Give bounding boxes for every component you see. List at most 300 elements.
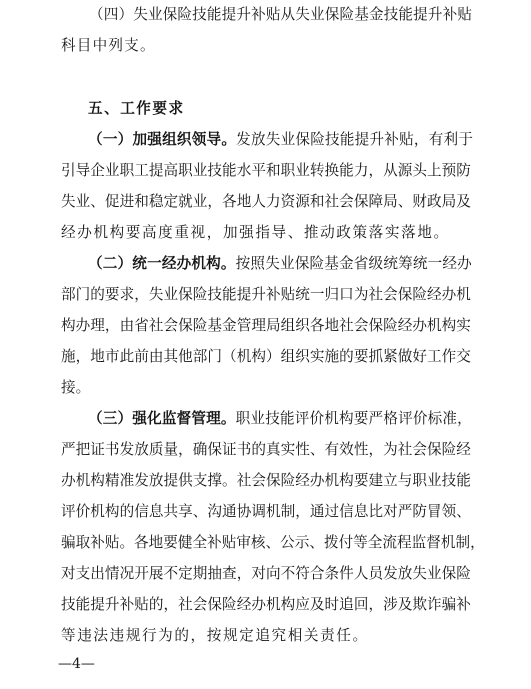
glyph: 办 — [412, 317, 427, 334]
glyph: 。 — [222, 472, 237, 489]
glyph: 息 — [148, 503, 164, 520]
glyph: 失 — [265, 255, 280, 272]
glyph: 能 — [279, 410, 295, 427]
glyph: 业 — [163, 286, 179, 303]
glyph: 会 — [412, 441, 427, 458]
glyph: 要 — [104, 286, 120, 303]
glyph: 平 — [251, 162, 266, 179]
glyph: 做 — [397, 348, 413, 365]
glyph: ， — [368, 596, 384, 613]
glyph: 障 — [368, 193, 384, 210]
para-line — [0, 223, 531, 243]
glyph: 过 — [324, 503, 340, 520]
glyph: 技 — [207, 162, 223, 179]
glyph: 能 — [339, 162, 354, 179]
glyph: 及 — [456, 193, 471, 210]
glyph: 组 — [162, 131, 177, 148]
glyph: 统 — [295, 286, 310, 303]
glyph: 展 — [148, 565, 164, 582]
glyph: 放 — [250, 131, 266, 148]
para-line — [0, 285, 531, 305]
para-line — [0, 36, 531, 56]
glyph: 促 — [104, 193, 120, 210]
glyph: 、 — [456, 503, 471, 520]
glyph: 协 — [236, 503, 252, 520]
glyph: 业 — [295, 162, 310, 179]
glyph: 保 — [162, 6, 178, 23]
glyph: 发 — [383, 565, 398, 582]
glyph: 监 — [411, 534, 427, 551]
glyph: 理 — [251, 317, 266, 334]
glyph: 对 — [251, 565, 266, 582]
glyph: 评 — [294, 410, 310, 427]
glyph: 骗 — [441, 596, 457, 613]
glyph: 贴 — [221, 534, 237, 551]
glyph: 就 — [178, 193, 193, 210]
glyph: 源 — [397, 162, 413, 179]
glyph: 要 — [353, 410, 369, 427]
glyph: 件 — [339, 565, 354, 582]
glyph: 导 — [75, 162, 91, 179]
glyph: ） — [117, 410, 133, 427]
glyph: 失 — [148, 286, 164, 303]
glyph: 机 — [75, 472, 91, 489]
glyph: 技 — [207, 286, 223, 303]
glyph: 机 — [440, 534, 456, 551]
glyph: （ — [89, 6, 104, 23]
glyph: 经 — [427, 286, 442, 303]
glyph: 定 — [178, 565, 193, 582]
glyph: 和 — [265, 162, 281, 179]
glyph: 社 — [397, 441, 413, 458]
glyph: 发 — [236, 131, 251, 148]
glyph: 保 — [178, 317, 193, 334]
glyph: 统 — [412, 255, 428, 272]
line-text — [61, 595, 471, 615]
glyph: 书 — [236, 441, 252, 458]
glyph: 开 — [134, 565, 149, 582]
glyph: 的 — [119, 503, 135, 520]
line-text — [88, 130, 473, 150]
glyph: ， — [413, 131, 429, 148]
glyph: 效 — [339, 441, 354, 458]
glyph: 业 — [192, 162, 208, 179]
glyph: 价 — [309, 410, 325, 427]
glyph: 撑 — [207, 472, 223, 489]
glyph: 险 — [412, 286, 427, 303]
glyph: 会 — [251, 472, 266, 489]
glyph: ， — [368, 441, 384, 458]
glyph: 证 — [222, 441, 237, 458]
glyph: 提 — [163, 472, 179, 489]
glyph: 保 — [427, 441, 442, 458]
glyph: ， — [75, 348, 91, 365]
glyph: 交 — [456, 348, 471, 365]
glyph: ， — [163, 596, 179, 613]
para-line — [0, 347, 531, 367]
glyph: （ — [222, 348, 237, 365]
glyph: 督 — [426, 534, 441, 551]
glyph: 机 — [265, 596, 281, 613]
para-line — [0, 409, 531, 429]
glyph: 查 — [222, 565, 237, 582]
glyph: 不 — [163, 565, 179, 582]
glyph: 能 — [222, 286, 237, 303]
glyph: ） — [118, 6, 134, 23]
glyph: 标 — [427, 410, 443, 427]
line-text: 等违法违规行为的，按规定追究相关责任。 — [61, 627, 369, 644]
glyph: 会 — [339, 193, 354, 210]
glyph: 价 — [75, 503, 91, 520]
glyph: 部 — [192, 348, 208, 365]
glyph: 险 — [222, 596, 237, 613]
glyph: 基 — [207, 317, 223, 334]
glyph: 高 — [163, 162, 179, 179]
glyph: 与 — [397, 472, 413, 489]
glyph: 社 — [324, 193, 340, 210]
glyph: 准 — [119, 472, 135, 489]
glyph: 业 — [427, 565, 442, 582]
para-line — [0, 626, 531, 646]
glyph: 提 — [354, 131, 370, 148]
glyph: 把 — [75, 441, 91, 458]
glyph: 。 — [220, 255, 236, 272]
glyph: ， — [178, 441, 193, 458]
glyph: 升 — [427, 6, 443, 23]
glyph: 门 — [207, 348, 223, 365]
line-text — [61, 440, 471, 460]
glyph: 实 — [280, 441, 296, 458]
glyph: 抓 — [368, 348, 384, 365]
glyph: 构 — [339, 410, 354, 427]
glyph: 、 — [309, 441, 325, 458]
glyph: 统 — [132, 255, 147, 272]
glyph: 其 — [163, 348, 179, 365]
glyph: 审 — [236, 534, 251, 551]
glyph: 力 — [353, 162, 369, 179]
glyph: 局 — [265, 317, 281, 334]
glyph: 办 — [61, 472, 76, 489]
glyph: 和 — [134, 193, 149, 210]
glyph: ， — [368, 162, 384, 179]
glyph: 书 — [104, 441, 120, 458]
glyph: 保 — [353, 193, 369, 210]
glyph: 机 — [265, 503, 281, 520]
glyph: 通 — [309, 503, 325, 520]
glyph: 补 — [384, 131, 399, 148]
glyph: 职 — [412, 472, 427, 489]
glyph: 机 — [324, 410, 339, 427]
glyph: 此 — [119, 348, 135, 365]
glyph: 补 — [251, 6, 266, 23]
glyph: 转 — [309, 162, 325, 179]
glyph: 业 — [279, 255, 295, 272]
glyph: 一 — [102, 131, 118, 148]
glyph: 保 — [441, 565, 457, 582]
glyph: 经 — [236, 596, 252, 613]
glyph: 补 — [442, 6, 458, 23]
glyph: 金 — [368, 6, 384, 23]
glyph: 、 — [265, 534, 281, 551]
glyph: 技 — [61, 596, 76, 613]
para-line — [0, 533, 531, 553]
para-line — [0, 440, 531, 460]
glyph: 定 — [163, 193, 179, 210]
glyph: 流 — [382, 534, 398, 551]
glyph: 等 — [353, 534, 368, 551]
para-line — [0, 5, 531, 25]
glyph: 严 — [61, 441, 76, 458]
glyph: 机 — [427, 317, 442, 334]
glyph: 合 — [309, 565, 325, 582]
glyph: 升 — [251, 286, 266, 303]
glyph: 理 — [206, 410, 221, 427]
glyph: 和 — [309, 193, 325, 210]
glyph: 利 — [443, 131, 459, 148]
glyph: 要 — [353, 472, 369, 489]
line-text: 科目中列支。 — [61, 37, 156, 54]
para-line — [0, 564, 531, 584]
line-text — [61, 533, 485, 553]
glyph: 全 — [367, 534, 383, 551]
glyph: 业 — [427, 472, 442, 489]
glyph: 制 — [455, 534, 471, 551]
glyph: 办 — [176, 255, 192, 272]
glyph: 会 — [192, 596, 208, 613]
glyph: 真 — [265, 441, 281, 458]
para-line — [0, 502, 531, 522]
glyph: 从 — [383, 162, 398, 179]
glyph: 管 — [191, 410, 206, 427]
glyph: 社 — [368, 286, 384, 303]
glyph: 严 — [368, 410, 384, 427]
glyph: 管 — [236, 317, 252, 334]
glyph: 防 — [456, 162, 471, 179]
glyph: 省 — [134, 317, 149, 334]
glyph: 回 — [353, 596, 369, 613]
glyph: 稳 — [148, 193, 164, 210]
glyph: 化 — [147, 410, 162, 427]
glyph: 技 — [383, 6, 399, 23]
glyph: 照 — [250, 255, 266, 272]
glyph: 办 — [251, 596, 266, 613]
glyph: 机 — [456, 286, 471, 303]
glyph: 保 — [397, 286, 413, 303]
glyph: 监 — [161, 410, 177, 427]
glyph: 要 — [163, 534, 178, 551]
glyph: 社 — [178, 596, 193, 613]
glyph: 失 — [133, 6, 148, 23]
glyph: 。 — [221, 131, 236, 148]
glyph: 于 — [458, 131, 473, 148]
glyph: 冒 — [427, 503, 442, 520]
glyph: 信 — [339, 503, 354, 520]
glyph: 追 — [339, 596, 354, 613]
glyph: 性 — [295, 441, 310, 458]
glyph: 一 — [309, 286, 325, 303]
para-line — [0, 130, 531, 150]
glyph: 口 — [339, 286, 354, 303]
glyph: 保 — [207, 596, 223, 613]
glyph: 员 — [368, 565, 384, 582]
glyph: 失 — [295, 6, 310, 23]
glyph: 调 — [251, 503, 266, 520]
glyph: 会 — [163, 317, 179, 334]
glyph: 的 — [339, 348, 354, 365]
glyph: 技 — [441, 472, 457, 489]
glyph: 督 — [176, 410, 192, 427]
glyph: 领 — [191, 131, 207, 148]
glyph: 拨 — [323, 534, 339, 551]
glyph: 经 — [456, 441, 471, 458]
glyph: 健 — [177, 534, 193, 551]
glyph: 有 — [428, 131, 444, 148]
glyph: 信 — [134, 503, 149, 520]
glyph: 提 — [221, 6, 237, 23]
glyph: 支 — [192, 472, 208, 489]
glyph: 预 — [441, 162, 457, 179]
glyph: 部 — [61, 286, 76, 303]
glyph: 保 — [368, 317, 384, 334]
glyph: 源 — [295, 193, 310, 210]
glyph: 各 — [134, 534, 149, 551]
glyph: 贴 — [399, 131, 414, 148]
glyph: 能 — [339, 131, 355, 148]
glyph: 职 — [178, 162, 193, 179]
glyph: 办 — [75, 317, 91, 334]
glyph: 上 — [427, 162, 442, 179]
glyph: 险 — [280, 472, 296, 489]
para-line — [0, 471, 531, 491]
glyph: 保 — [294, 255, 310, 272]
glyph: 业 — [192, 193, 208, 210]
glyph: 提 — [236, 286, 252, 303]
glyph: 升 — [369, 131, 385, 148]
glyph: 施 — [324, 348, 340, 365]
section-heading — [0, 99, 531, 119]
glyph: 诈 — [427, 596, 442, 613]
glyph: 险 — [192, 286, 208, 303]
glyph: 办 — [457, 255, 472, 272]
glyph: 换 — [324, 162, 340, 179]
glyph: 求 — [119, 286, 135, 303]
glyph: （ — [88, 131, 103, 148]
glyph: 由 — [148, 348, 164, 365]
glyph: 构 — [339, 472, 354, 489]
glyph: 提 — [90, 596, 105, 613]
glyph: 机 — [236, 348, 252, 365]
glyph: 政 — [427, 193, 442, 210]
para-line — [0, 378, 531, 398]
glyph: 归 — [324, 286, 340, 303]
glyph: 程 — [397, 534, 412, 551]
glyph: 补 — [90, 534, 105, 551]
glyph: 好 — [412, 348, 427, 365]
glyph: （ — [88, 255, 103, 272]
line-text: 经办机构要高度重视，加强指导、推动政策落实落地。 — [61, 224, 450, 241]
glyph: 紧 — [383, 348, 398, 365]
glyph: 放 — [148, 472, 164, 489]
glyph: 有 — [324, 441, 340, 458]
glyph: 经 — [295, 472, 310, 489]
glyph: 贴 — [265, 6, 281, 23]
glyph: 从 — [280, 6, 296, 23]
glyph: 险 — [309, 255, 325, 272]
glyph: 导 — [206, 131, 222, 148]
glyph: 技 — [325, 131, 340, 148]
glyph: 应 — [295, 596, 310, 613]
glyph: 基 — [324, 255, 339, 272]
glyph: 出 — [90, 565, 105, 582]
glyph: 的 — [90, 286, 105, 303]
glyph: ， — [295, 503, 310, 520]
glyph: 市 — [104, 348, 120, 365]
para-line — [0, 316, 531, 336]
line-text — [61, 161, 471, 181]
glyph: 机 — [191, 255, 206, 272]
glyph: 建 — [368, 472, 384, 489]
page-number: —4— — [58, 656, 95, 672]
glyph: 工 — [134, 162, 149, 179]
glyph: 二 — [102, 255, 118, 272]
glyph: 格 — [383, 410, 398, 427]
glyph: 。 — [220, 410, 236, 427]
glyph: 社 — [148, 317, 164, 334]
glyph: 对 — [61, 565, 76, 582]
glyph: 放 — [134, 441, 149, 458]
glyph: 失 — [412, 565, 427, 582]
glyph: 构 — [90, 472, 105, 489]
para-line — [0, 254, 531, 274]
glyph: 共 — [163, 503, 179, 520]
glyph: 前 — [134, 348, 149, 365]
glyph: 息 — [353, 503, 369, 520]
glyph: 人 — [353, 565, 369, 582]
glyph: 及 — [309, 596, 325, 613]
glyph: 机 — [324, 472, 340, 489]
glyph: 水 — [236, 162, 252, 179]
glyph: 门 — [75, 286, 91, 303]
glyph: 织 — [295, 348, 310, 365]
glyph: 保 — [295, 131, 310, 148]
glyph: 对 — [383, 503, 398, 520]
glyph: 取 — [75, 534, 91, 551]
glyph: 享 — [178, 503, 193, 520]
glyph: 准 — [442, 410, 457, 427]
line-text — [61, 192, 471, 212]
glyph: （ — [88, 410, 103, 427]
glyph: 构 — [441, 317, 457, 334]
glyph: 贴 — [457, 6, 472, 23]
glyph: 进 — [119, 193, 135, 210]
glyph: 各 — [222, 193, 237, 210]
glyph: 抽 — [207, 565, 223, 582]
glyph: 按 — [235, 255, 251, 272]
glyph: 金 — [222, 317, 237, 334]
glyph: 向 — [265, 565, 281, 582]
glyph: 实 — [456, 317, 471, 334]
glyph: 织 — [176, 131, 192, 148]
glyph: 会 — [383, 286, 398, 303]
glyph: 补 — [265, 286, 281, 303]
glyph: 为 — [353, 286, 369, 303]
glyph: ） — [117, 131, 133, 148]
glyph: 、 — [90, 193, 105, 210]
glyph: 引 — [61, 162, 76, 179]
glyph: 组 — [280, 348, 296, 365]
glyph: 筹 — [398, 255, 413, 272]
glyph: 立 — [383, 472, 398, 489]
